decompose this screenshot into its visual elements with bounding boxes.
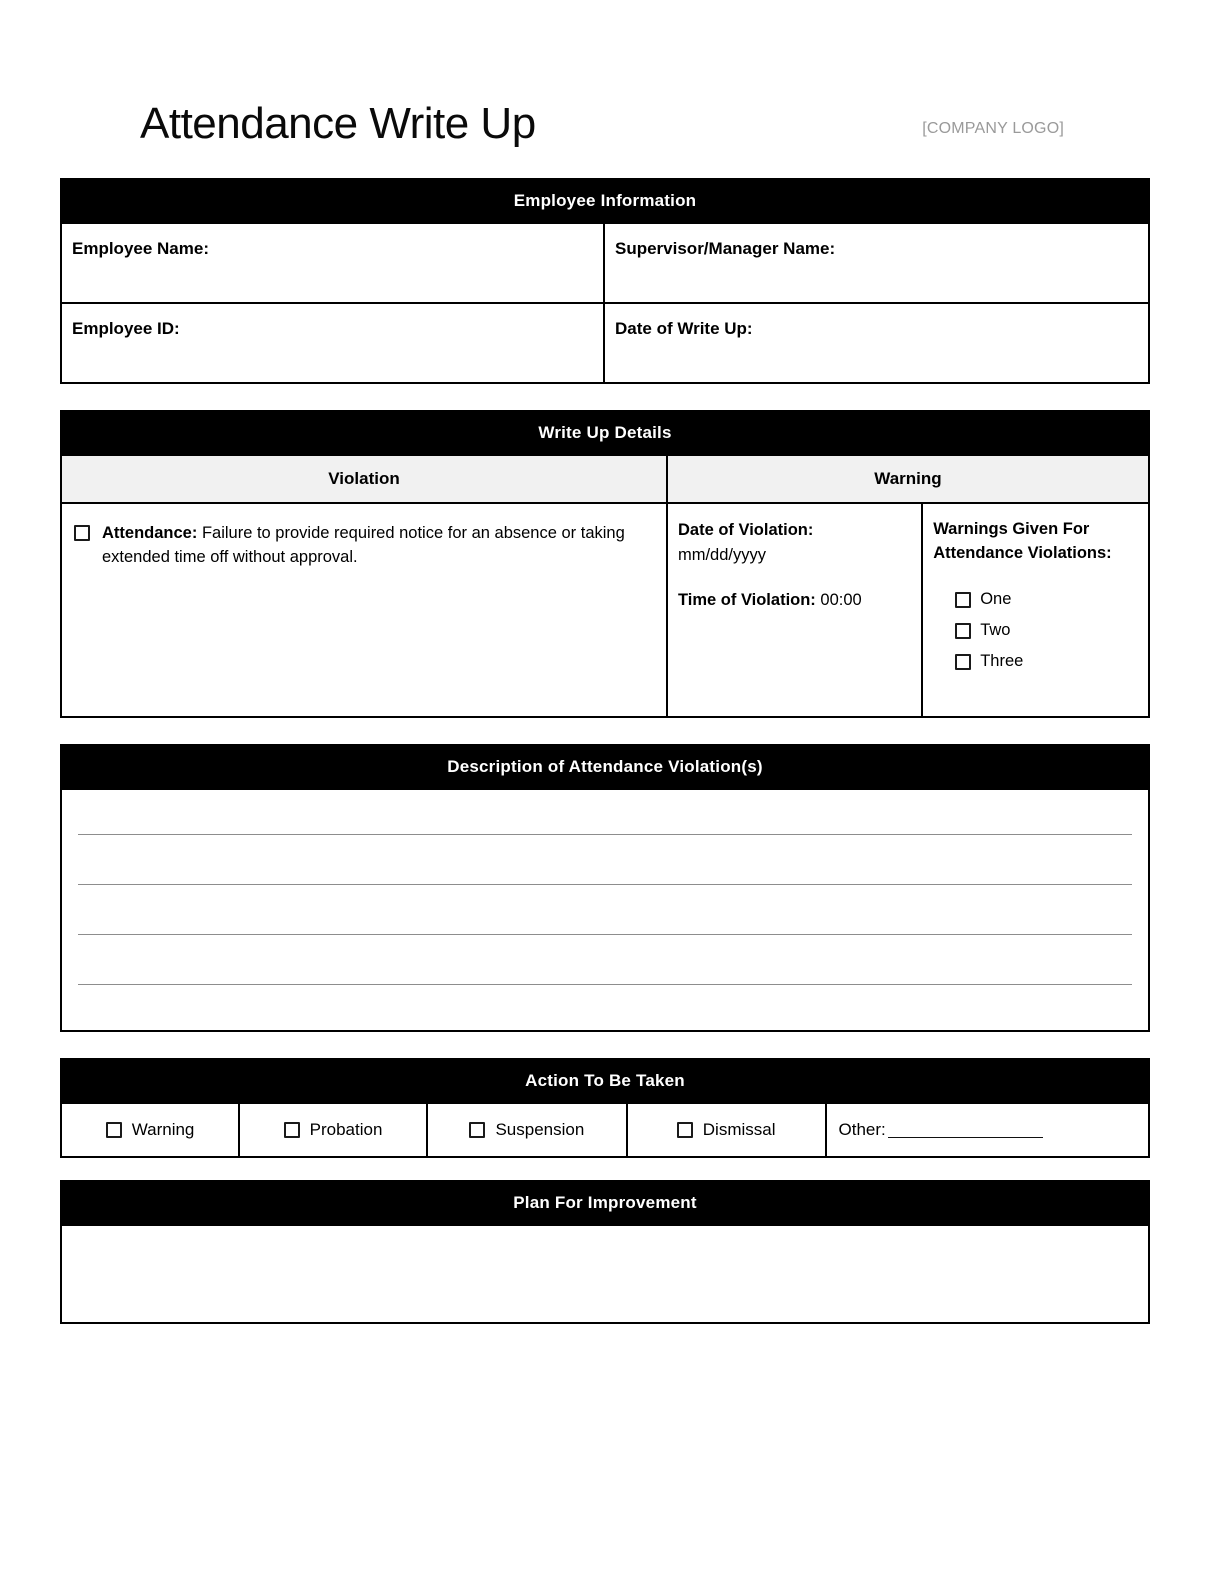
warnings-given-options (933, 588, 1138, 674)
time-of-violation-row (678, 588, 911, 613)
action-options-row (62, 1102, 1148, 1156)
date-of-write-up-field[interactable]: Date of Write Up: (615, 319, 753, 338)
description-textarea[interactable] (62, 788, 1148, 1030)
employee-information-block (60, 178, 1150, 384)
action-option-other[interactable] (827, 1104, 1148, 1156)
plan-for-improvement-textarea[interactable] (62, 1224, 1148, 1322)
warnings-given-cell (923, 504, 1148, 716)
warning-option-three[interactable] (955, 650, 1138, 674)
page-title: Attendance Write Up (140, 99, 536, 148)
description-rule (78, 884, 1132, 885)
spacer (60, 1032, 1150, 1058)
employee-information-band: Employee Information (62, 180, 1148, 222)
company-logo-placeholder: [COMPANY LOGO] (922, 120, 1064, 137)
action-option-label: Probation (309, 1120, 383, 1139)
write-up-details-row (62, 502, 1148, 716)
warning-option-label: Three (980, 651, 1024, 670)
other-input[interactable] (888, 1122, 1043, 1138)
action-option-label: Warning (131, 1120, 195, 1139)
action-option-warning[interactable] (62, 1104, 240, 1156)
suspension-action-checkbox[interactable] (469, 1122, 485, 1138)
plan-for-improvement-block (60, 1180, 1150, 1324)
warning-option-two[interactable] (955, 619, 1138, 643)
date-of-violation-label: Date of Violation: (677, 521, 814, 539)
employee-id-field[interactable]: Employee ID: (62, 304, 605, 382)
time-of-violation-label: Time of Violation: (677, 590, 816, 609)
description-band: Description of Attendance Violation(s) (62, 746, 1148, 788)
violation-date-cell (668, 504, 923, 716)
violation-text: Failure to provide required notice for an absence or taking extended time off without approval. (102, 524, 625, 566)
warnings-given-label: Warnings Given For Attendance Violations: (933, 520, 1112, 562)
time-of-violation-input[interactable]: 00:00 (820, 590, 862, 609)
dismissal-action-checkbox[interactable] (677, 1122, 693, 1138)
column-header-warning: Warning (874, 469, 942, 488)
write-up-details-band: Write Up Details (62, 412, 1148, 454)
plan-for-improvement-band: Plan For Improvement (62, 1182, 1148, 1224)
action-option-label: Dismissal (702, 1120, 776, 1139)
warning-action-checkbox[interactable] (106, 1122, 122, 1138)
employee-row-2 (62, 302, 1148, 382)
description-rule (78, 934, 1132, 935)
document-header (60, 60, 1150, 146)
date-of-violation-input[interactable]: mm/dd/yyyy (677, 545, 766, 564)
attendance-violation-checkbox[interactable] (74, 525, 90, 541)
warning-one-checkbox[interactable] (955, 592, 971, 608)
action-to-be-taken-band: Action To Be Taken (62, 1060, 1148, 1102)
warning-three-checkbox[interactable] (955, 654, 971, 670)
column-header-violation: Violation (62, 456, 668, 502)
action-to-be-taken-block (60, 1058, 1150, 1158)
action-option-probation[interactable] (240, 1104, 428, 1156)
employee-name-field[interactable]: Employee Name: (62, 224, 605, 302)
action-option-dismissal[interactable] (628, 1104, 827, 1156)
description-rule (78, 984, 1132, 985)
description-block (60, 744, 1150, 1032)
violation-cell (62, 504, 668, 716)
probation-action-checkbox[interactable] (284, 1122, 300, 1138)
spacer (60, 1158, 1150, 1180)
spacer (678, 568, 911, 588)
action-option-label: Suspension (495, 1120, 585, 1139)
violation-label: Attendance: (102, 524, 198, 542)
spacer (60, 146, 1150, 178)
action-option-suspension[interactable] (428, 1104, 628, 1156)
warning-option-one[interactable] (955, 588, 1138, 612)
document-content (60, 60, 1150, 1324)
spacer (60, 718, 1150, 744)
employee-row-1 (62, 222, 1148, 302)
other-label: Other: (838, 1120, 886, 1139)
write-up-details-block (60, 410, 1150, 718)
warning-two-checkbox[interactable] (955, 623, 971, 639)
description-rule (78, 834, 1132, 835)
warning-option-label: Two (980, 620, 1011, 639)
spacer (60, 384, 1150, 410)
warning-option-label: One (980, 589, 1012, 608)
supervisor-name-field[interactable]: Supervisor/Manager Name: (615, 239, 836, 258)
write-up-column-headers (62, 454, 1148, 502)
